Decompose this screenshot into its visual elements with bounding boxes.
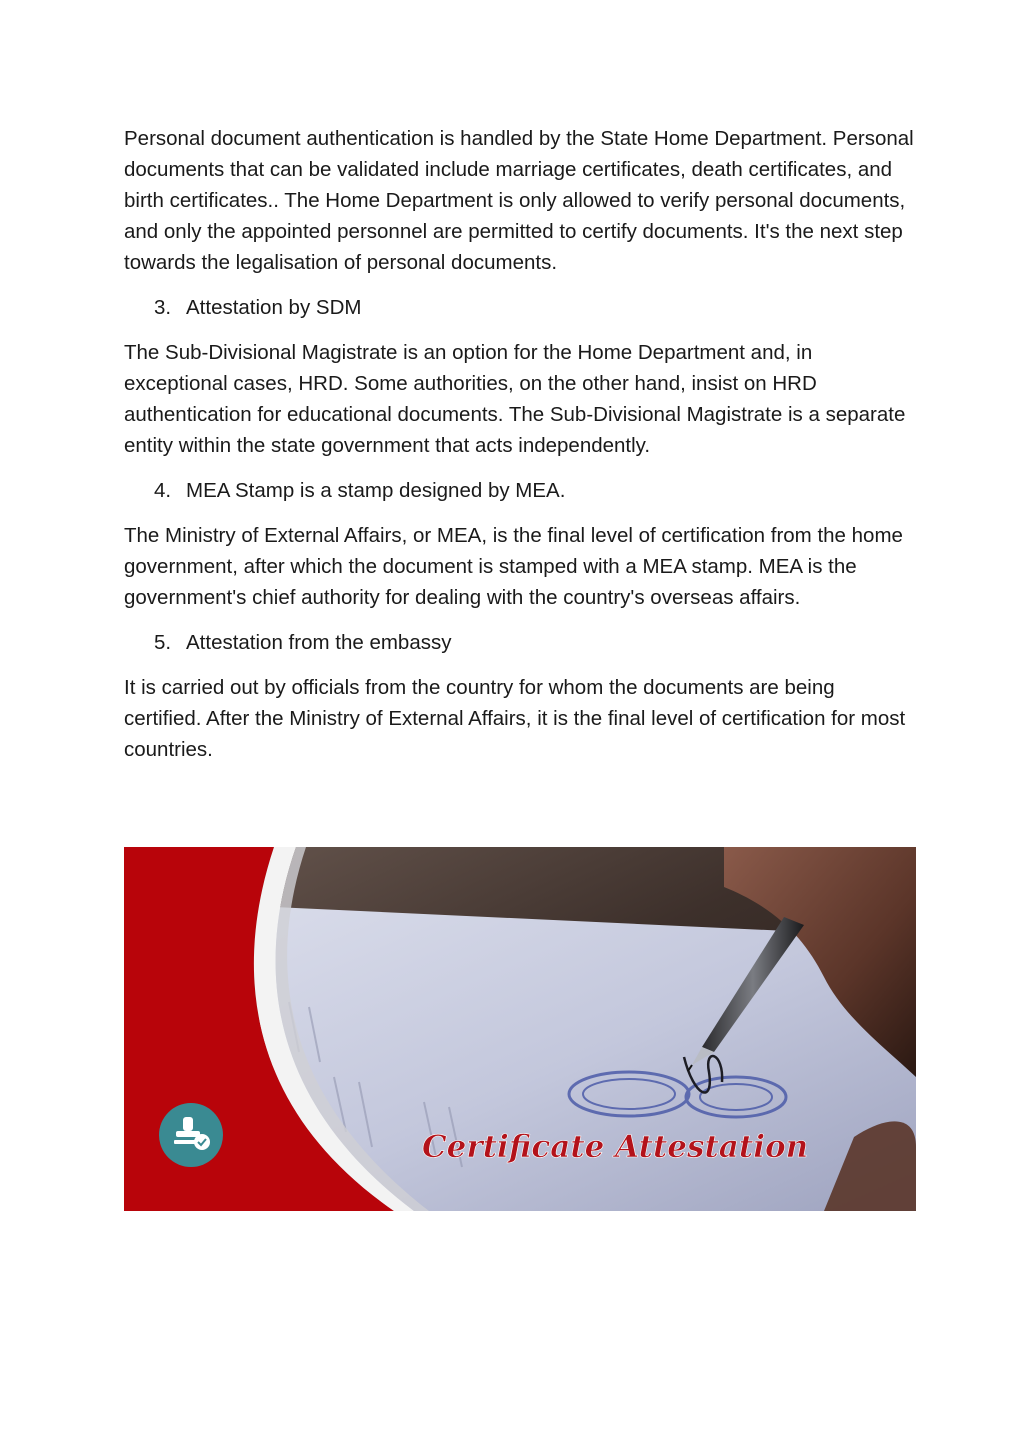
paragraph-sdm: The Sub-Divisional Magistrate is an option for the Home Department and, in exceptional cases, HRD. Some authorities, on the other hand, insist on HRD authentication for educational documents. The Sub-Divisional Magistrate is a separate entity within the state government that acts independently. — [124, 341, 906, 457]
paragraph-embassy: It is carried out by officials from the country for whom the documents are being certified. After the Ministry of External Affairs, it is the final level of certification for most countries. — [124, 676, 906, 761]
document-page — [124, 123, 914, 779]
list-number: 5. — [154, 631, 172, 654]
paragraph-mea: The Ministry of External Affairs, or MEA, is the final level of certification from the home government, after which the document is stamped with a MEA stamp. MEA is the government's chief authority for dealing with the country's overseas affairs. — [124, 524, 903, 609]
list-text: Attestation by SDM — [186, 296, 362, 319]
certificate-attestation-banner — [124, 847, 916, 1211]
paragraph-home-department: Personal document authentication is handled by the State Home Department. Personal documents that can be validated include marriage certificates, death certificates, and birth certificates.. The Home Department is only allowed to verify personal documents, and only the appointed personnel are permitted to certify documents. It's the next step towards the legalisation of personal documents. — [124, 127, 914, 274]
list-item-sdm — [124, 292, 914, 323]
list-item-embassy — [124, 627, 914, 658]
stamp-check-icon — [159, 1103, 223, 1167]
list-text: MEA Stamp is a stamp designed by MEA. — [186, 479, 566, 502]
list-number: 4. — [154, 479, 172, 502]
list-item-mea — [124, 475, 914, 506]
banner-caption: Certificate Attestation — [422, 1129, 809, 1165]
list-text: Attestation from the embassy — [186, 631, 452, 654]
list-number: 3. — [154, 296, 172, 319]
